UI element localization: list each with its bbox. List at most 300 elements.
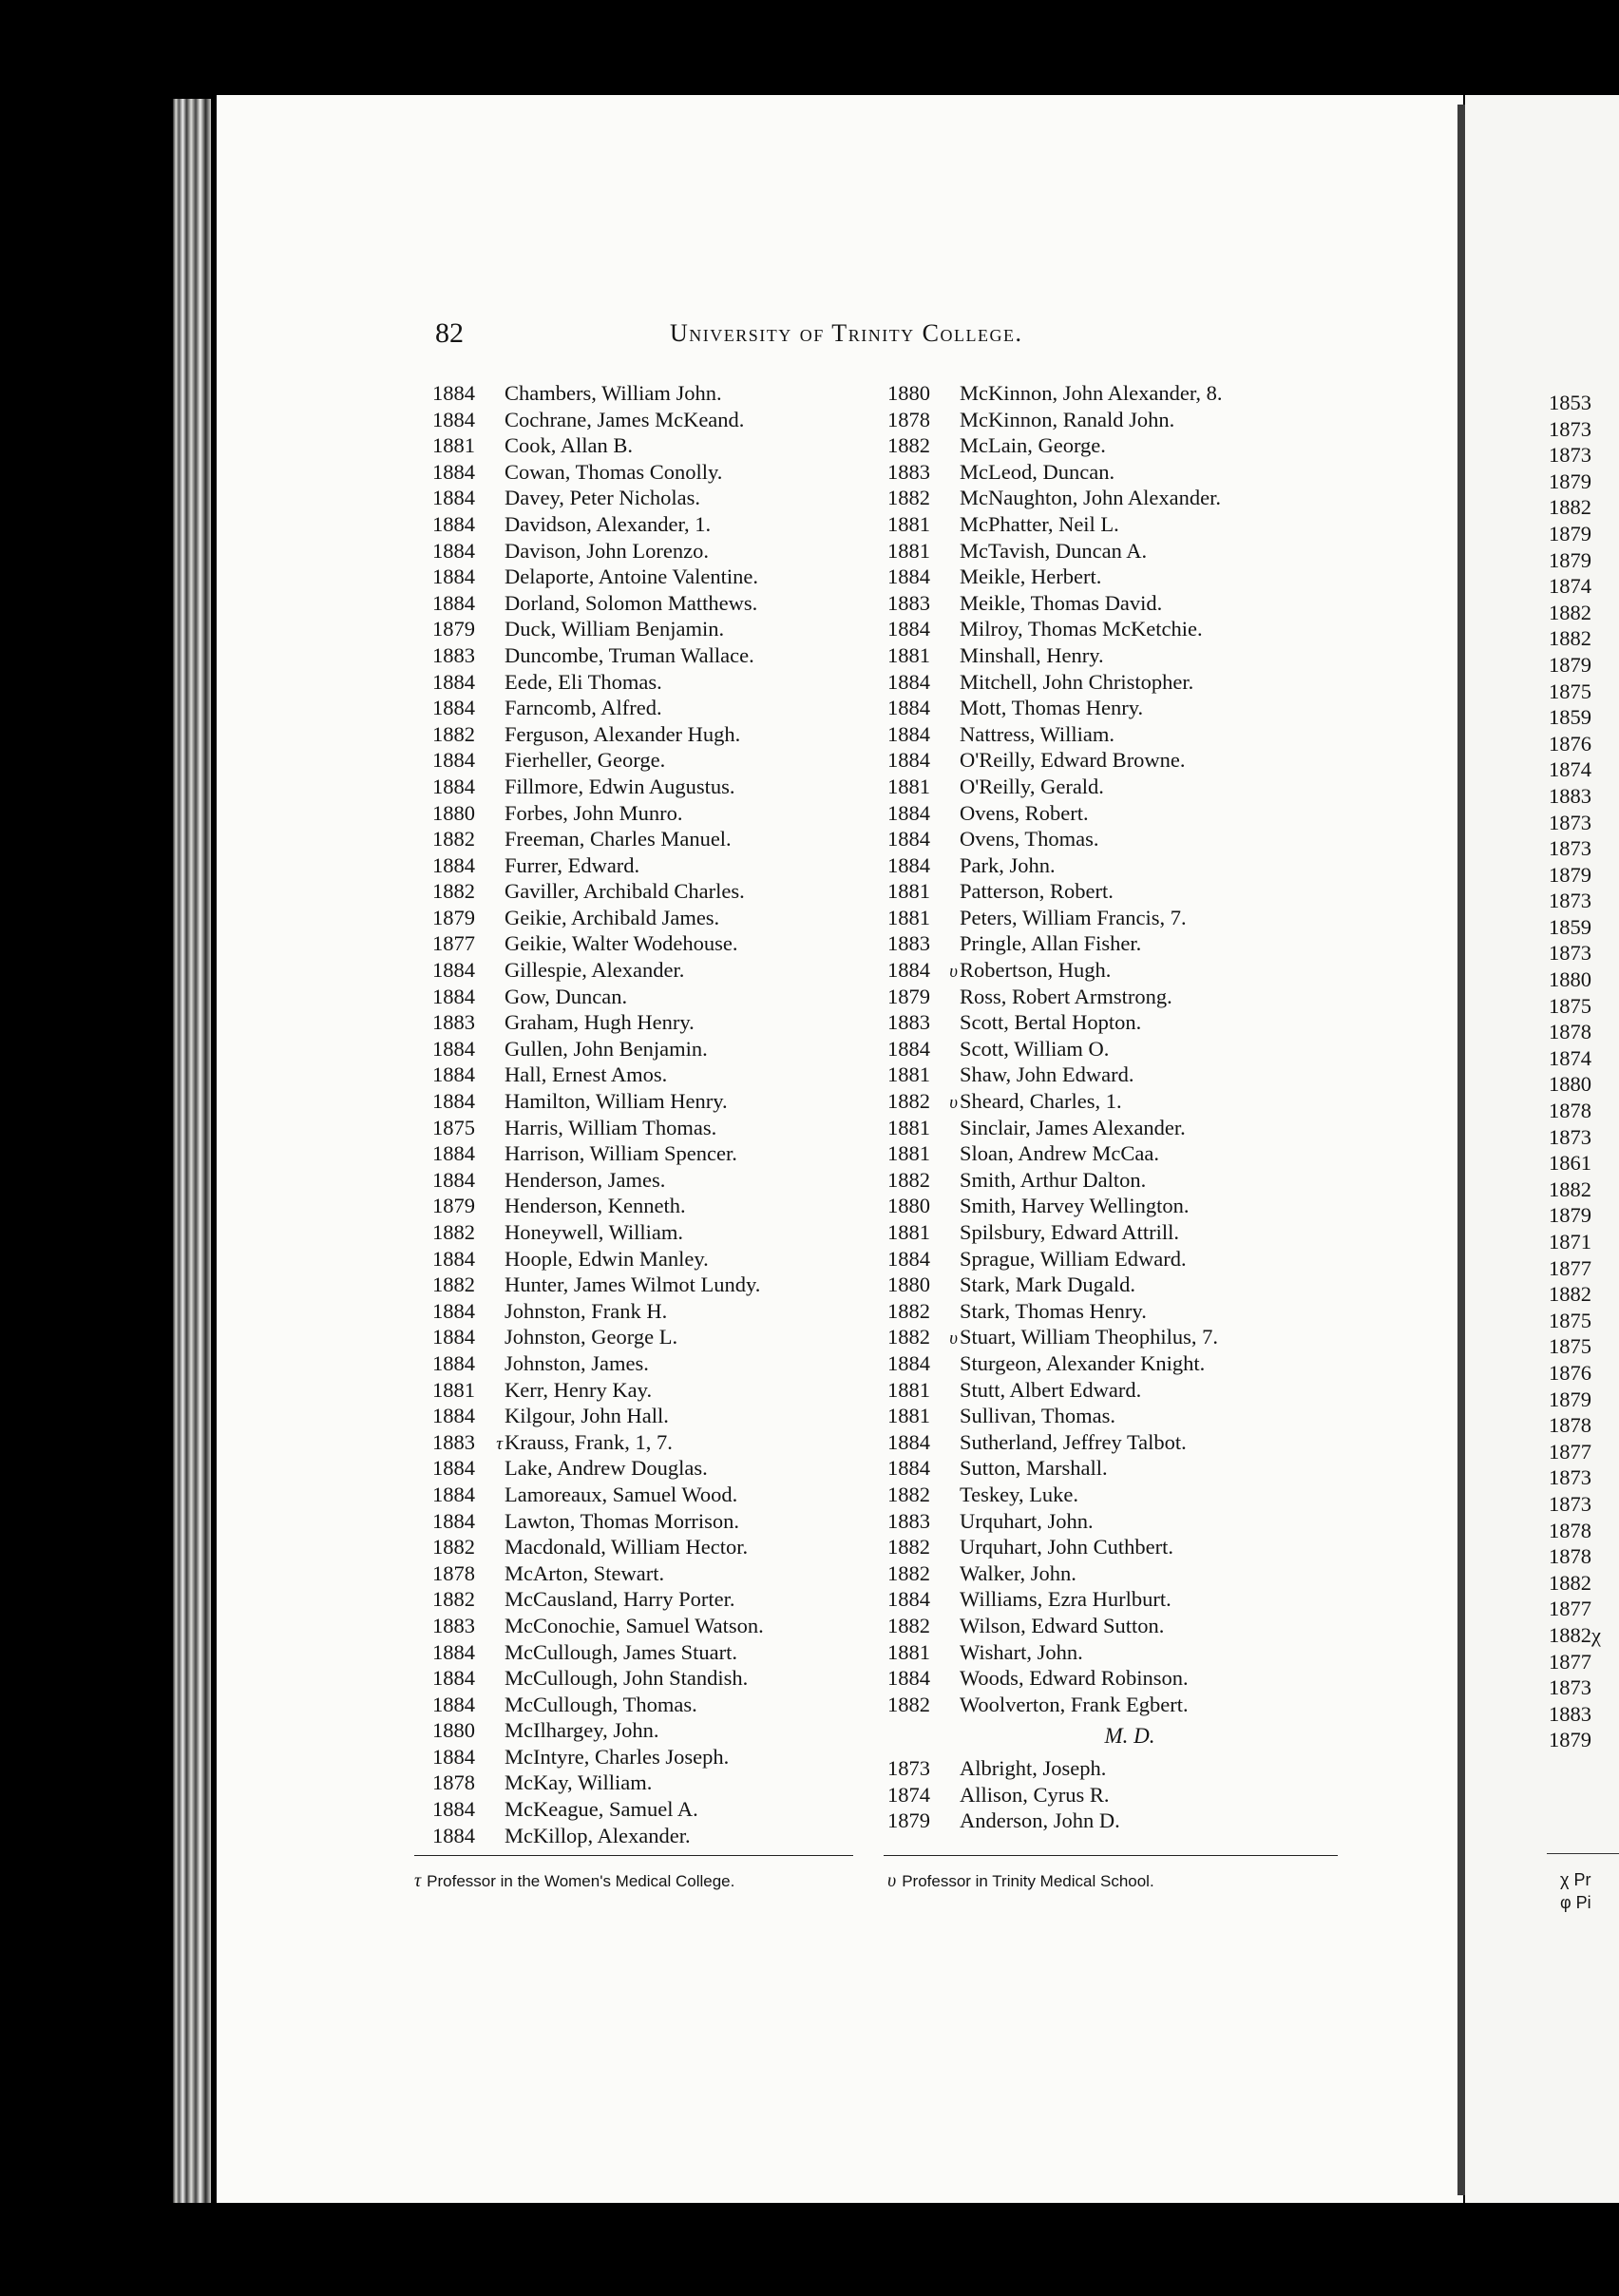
facing-page-year: 1882 <box>1549 626 1591 651</box>
facing-page-year: 1853 <box>1549 391 1591 414</box>
facing-page-fragment <box>1465 95 1619 2203</box>
facing-page-year: 1859 <box>1549 914 1591 939</box>
entry-year: 1884 <box>887 1587 930 1612</box>
entry-year: 1884 <box>432 1508 475 1533</box>
entry-name: Duncombe, Truman Wallace. <box>505 642 754 667</box>
entry-name: Dorland, Solomon Matthews. <box>505 590 758 615</box>
list-item <box>887 852 1334 879</box>
list-item <box>887 1403 1334 1429</box>
list-item <box>432 1796 879 1823</box>
entry-year: 1882 <box>887 1613 930 1637</box>
entry-year: 1881 <box>432 433 475 458</box>
facing-page-year: 1878 <box>1549 1518 1591 1542</box>
entry-name: McTavish, Duncan A. <box>960 538 1148 563</box>
entry-name: Delaporte, Antoine Valentine. <box>505 564 759 589</box>
entry-name: Johnston, George L. <box>505 1325 678 1349</box>
entry-name: Kerr, Henry Kay. <box>505 1377 653 1402</box>
entry-year: 1881 <box>887 1115 930 1139</box>
entry-year: 1882 <box>887 1089 930 1114</box>
facing-page-year: 1879 <box>1549 652 1591 677</box>
footnote-text: Professor in the Women's Medical College. <box>427 1872 735 1890</box>
entry-name: Albright, Joseph. <box>960 1756 1107 1781</box>
entry-year: 1878 <box>432 1770 475 1795</box>
list-item <box>432 1140 879 1167</box>
list-item <box>432 1062 879 1088</box>
list-item <box>432 1167 879 1194</box>
entry-year: 1877 <box>432 931 475 956</box>
entry-year: 1884 <box>887 748 930 773</box>
entry-year: 1882 <box>432 1587 475 1612</box>
list-item <box>432 1298 879 1325</box>
entry-name: Anderson, John D. <box>960 1808 1120 1833</box>
list-item <box>432 407 879 433</box>
entry-name: Freeman, Charles Manuel. <box>505 827 732 851</box>
entry-name: Mott, Thomas Henry. <box>960 696 1144 720</box>
entry-name: Sturgeon, Alexander Knight. <box>960 1350 1206 1375</box>
entry-name: Lamoreaux, Samuel Wood. <box>505 1482 738 1506</box>
list-item <box>432 538 879 564</box>
list-item <box>432 485 879 511</box>
entry-year: 1883 <box>432 642 475 667</box>
list-item <box>887 774 1334 800</box>
list-item <box>887 459 1334 486</box>
facing-page-year: 1877 <box>1549 1649 1591 1674</box>
list-item <box>887 957 1334 984</box>
entry-name: Woolverton, Frank Egbert. <box>960 1692 1189 1716</box>
entry-year: 1884 <box>432 1325 475 1349</box>
footnote-symbol: υ <box>887 1870 897 1891</box>
list-item <box>887 1482 1334 1508</box>
entry-year: 1882 <box>432 879 475 904</box>
entry-name: Shaw, John Edward. <box>960 1062 1134 1087</box>
facing-page-year: 1883 <box>1549 1701 1591 1726</box>
entry-name: Milroy, Thomas McKetchie. <box>960 617 1203 641</box>
list-item <box>887 878 1334 905</box>
entry-name: Gow, Duncan. <box>505 984 628 1008</box>
list-item <box>432 1508 879 1535</box>
facing-page-year: 1877 <box>1549 1439 1591 1464</box>
list-item <box>432 669 879 696</box>
list-item <box>887 432 1334 459</box>
list-item <box>432 957 879 984</box>
entry-name: Furrer, Edward. <box>505 852 640 877</box>
facing-page-year: 1879 <box>1549 521 1591 545</box>
list-item <box>887 1808 1334 1834</box>
list-item <box>887 695 1334 721</box>
entry-year: 1882 <box>887 1298 930 1323</box>
entry-name: Cook, Allan B. <box>505 433 634 458</box>
list-item <box>887 1246 1334 1272</box>
entry-name: McKinnon, Ranald John. <box>960 407 1175 431</box>
entry-year: 1882 <box>887 1560 930 1585</box>
list-item <box>432 590 879 617</box>
entry-name: Eede, Eli Thomas. <box>505 669 662 694</box>
facing-page-year: 1873 <box>1549 836 1591 861</box>
list-item <box>887 1755 1334 1782</box>
entry-name: Scott, Bertal Hopton. <box>960 1010 1142 1035</box>
list-item <box>432 616 879 642</box>
entry-mark: υ <box>949 962 958 983</box>
facing-page-year: 1880 <box>1549 967 1591 992</box>
list-item <box>432 1744 879 1770</box>
list-item <box>432 826 879 852</box>
list-item <box>432 1455 879 1482</box>
entry-name: Fillmore, Edwin Augustus. <box>505 774 735 798</box>
facing-page-footnote-2: φ Pi <box>1560 1893 1591 1912</box>
entry-name: Minshall, Henry. <box>960 642 1104 667</box>
list-item <box>432 1823 879 1849</box>
facing-page-year: 1879 <box>1549 1728 1591 1752</box>
entry-name: Cochrane, James McKeand. <box>505 407 745 431</box>
entry-name: Ovens, Robert. <box>960 800 1089 825</box>
entry-year: 1881 <box>887 1220 930 1244</box>
entry-year: 1884 <box>432 1797 475 1822</box>
entry-name: Davey, Peter Nicholas. <box>505 486 700 510</box>
entry-name: Harrison, William Spencer. <box>505 1141 737 1166</box>
footnote-trinity-medical-school <box>887 1870 1154 1892</box>
list-item <box>432 1009 879 1036</box>
facing-page-year: 1877 <box>1549 1255 1591 1280</box>
facing-page-year: 1878 <box>1549 1413 1591 1438</box>
entry-year: 1884 <box>887 827 930 851</box>
facing-page-year: 1873 <box>1549 1465 1591 1490</box>
entry-year: 1882 <box>432 1272 475 1297</box>
entry-year: 1884 <box>432 852 475 877</box>
list-item <box>887 1009 1334 1036</box>
entry-name: Sloan, Andrew McCaa. <box>960 1141 1159 1166</box>
list-item <box>887 1062 1334 1088</box>
list-item <box>432 1560 879 1587</box>
facing-page-year: 1875 <box>1549 1334 1591 1359</box>
entry-year: 1882 <box>887 433 930 458</box>
entry-year: 1884 <box>887 1429 930 1454</box>
list-item <box>432 1403 879 1429</box>
list-item <box>887 905 1334 931</box>
entry-year: 1884 <box>432 590 475 615</box>
list-item <box>887 669 1334 696</box>
list-item <box>432 721 879 748</box>
list-item <box>887 380 1334 407</box>
entry-year: 1880 <box>432 800 475 825</box>
entry-name: Hall, Ernest Amos. <box>505 1062 668 1087</box>
list-item <box>432 1717 879 1744</box>
entry-name: McCullough, James Stuart. <box>505 1639 737 1664</box>
list-item <box>887 1639 1334 1666</box>
footnote-symbol: τ <box>414 1870 422 1891</box>
entry-year: 1879 <box>887 984 930 1008</box>
entry-name: Chambers, William John. <box>505 381 722 405</box>
entry-year: 1882 <box>887 486 930 510</box>
entry-year: 1884 <box>887 1036 930 1061</box>
entry-year: 1873 <box>887 1756 930 1781</box>
entry-year: 1884 <box>432 1246 475 1271</box>
entry-name: Lake, Andrew Douglas. <box>505 1456 708 1481</box>
entry-year: 1884 <box>887 1246 930 1271</box>
running-title: University of Trinity College. <box>670 319 1023 347</box>
left-footnote-rule <box>414 1855 853 1856</box>
entry-year: 1884 <box>432 407 475 431</box>
entry-name: Ovens, Thomas. <box>960 827 1099 851</box>
entry-mark: υ <box>949 1329 958 1349</box>
entry-name: Walker, John. <box>960 1560 1076 1585</box>
entry-name: McKinnon, John Alexander, 8. <box>960 381 1223 405</box>
entry-year: 1884 <box>887 800 930 825</box>
list-item <box>432 852 879 879</box>
entry-name: Smith, Harvey Wellington. <box>960 1194 1190 1218</box>
entry-year: 1884 <box>432 381 475 405</box>
list-item <box>432 1586 879 1613</box>
facing-page-year: 1882 <box>1549 495 1591 520</box>
list-item <box>887 1115 1334 1141</box>
entry-name: Geikie, Walter Wodehouse. <box>505 931 738 956</box>
entry-name: O'Reilly, Edward Browne. <box>960 748 1186 773</box>
list-item <box>432 1193 879 1219</box>
list-item <box>887 984 1334 1010</box>
entry-year: 1882 <box>887 1325 930 1349</box>
list-item <box>887 590 1334 617</box>
list-item <box>887 407 1334 433</box>
facing-page-year-list <box>1465 390 1601 1753</box>
entry-name: Scott, William O. <box>960 1036 1110 1061</box>
facing-page-year: 1873 <box>1549 416 1591 441</box>
entry-year: 1884 <box>432 1639 475 1664</box>
entry-name: Williams, Ezra Hurlburt. <box>960 1587 1171 1612</box>
facing-page-year: 1875 <box>1549 679 1591 703</box>
entry-year: 1878 <box>432 1560 475 1585</box>
entry-year: 1883 <box>432 1010 475 1035</box>
list-item <box>432 878 879 905</box>
list-item <box>887 1534 1334 1560</box>
list-item <box>432 459 879 486</box>
facing-page-year: 1873 <box>1549 443 1591 468</box>
entry-year: 1884 <box>887 696 930 720</box>
list-item <box>432 1770 879 1796</box>
facing-page-year: 1878 <box>1549 1020 1591 1044</box>
entry-name: Hunter, James Wilmot Lundy. <box>505 1272 761 1297</box>
list-item <box>887 1167 1334 1194</box>
list-item <box>887 564 1334 590</box>
facing-page-year: 1879 <box>1549 1203 1591 1228</box>
facing-page-year: 1873 <box>1549 1124 1591 1149</box>
facing-page-year: 1874 <box>1549 757 1591 782</box>
entry-name: Urquhart, John. <box>960 1508 1094 1533</box>
list-item <box>887 616 1334 642</box>
book-binding-edge <box>173 99 211 2203</box>
entry-year: 1882 <box>887 1167 930 1192</box>
entry-year: 1879 <box>432 905 475 929</box>
entry-name: McKeague, Samuel A. <box>505 1797 698 1822</box>
entry-name: McNaughton, John Alexander. <box>960 486 1221 510</box>
entry-year: 1881 <box>887 879 930 904</box>
list-item <box>432 380 879 407</box>
entry-name: Peters, William Francis, 7. <box>960 905 1187 929</box>
entry-name: Kilgour, John Hall. <box>505 1404 669 1428</box>
entry-year: 1881 <box>887 538 930 563</box>
entry-year: 1883 <box>887 931 930 956</box>
entry-name: Hoople, Edwin Manley. <box>505 1246 709 1271</box>
entry-name: McCullough, Thomas. <box>505 1692 697 1716</box>
entry-year: 1880 <box>887 381 930 405</box>
list-item <box>432 1665 879 1692</box>
entry-mark: υ <box>949 1093 958 1114</box>
entry-name: Wilson, Edward Sutton. <box>960 1613 1165 1637</box>
entry-name: McIntyre, Charles Joseph. <box>505 1744 730 1769</box>
entry-name: McConochie, Samuel Watson. <box>505 1613 764 1637</box>
entry-name: McLain, George. <box>960 433 1106 458</box>
entry-name: Ross, Robert Armstrong. <box>960 984 1172 1008</box>
entry-year: 1884 <box>432 748 475 773</box>
entry-year: 1883 <box>887 1010 930 1035</box>
entry-year: 1882 <box>887 1692 930 1716</box>
list-item <box>887 1324 1334 1350</box>
entry-name: Henderson, Kenneth. <box>505 1194 686 1218</box>
facing-page-year: 1882 <box>1549 1570 1591 1595</box>
entry-name: Cowan, Thomas Conolly. <box>505 459 723 484</box>
entry-year: 1884 <box>432 1404 475 1428</box>
list-item <box>887 1692 1334 1718</box>
entry-year: 1879 <box>887 1808 930 1833</box>
entry-year: 1882 <box>887 1482 930 1506</box>
entry-year: 1881 <box>887 1377 930 1402</box>
list-item <box>887 485 1334 511</box>
entry-year: 1884 <box>887 721 930 746</box>
entry-year: 1884 <box>432 1692 475 1716</box>
entry-year: 1884 <box>432 1036 475 1061</box>
entry-year: 1883 <box>432 1613 475 1637</box>
entry-name: McPhatter, Neil L. <box>960 511 1119 536</box>
right-footnote-rule <box>884 1855 1338 1856</box>
entry-name: McKay, William. <box>505 1770 653 1795</box>
list-item <box>432 905 879 931</box>
entry-year: 1883 <box>432 1429 475 1454</box>
page-header <box>0 317 1619 355</box>
list-item <box>432 1324 879 1350</box>
facing-page-year: 1873 <box>1549 889 1591 913</box>
entry-name: Farncomb, Alfred. <box>505 696 662 720</box>
entry-name: Honeywell, William. <box>505 1220 684 1244</box>
list-item <box>887 800 1334 827</box>
facing-page-year: 1879 <box>1549 547 1591 572</box>
facing-page-year: 1873 <box>1549 810 1591 834</box>
entry-name: McCullough, John Standish. <box>505 1666 749 1691</box>
footnote-text: Professor in Trinity Medical School. <box>902 1872 1154 1890</box>
entry-year: 1884 <box>432 1350 475 1375</box>
entry-name: Davison, John Lorenzo. <box>505 538 709 563</box>
entry-name: Gillespie, Alexander. <box>505 958 685 983</box>
list-item <box>887 1350 1334 1377</box>
footnote-womens-medical-college <box>414 1870 734 1892</box>
entry-year: 1884 <box>887 617 930 641</box>
facing-page-footnote-rule <box>1547 1853 1619 1854</box>
entry-year: 1881 <box>432 1377 475 1402</box>
entry-year: 1884 <box>432 1823 475 1847</box>
entry-year: 1884 <box>887 669 930 694</box>
entry-name: Lawton, Thomas Morrison. <box>505 1508 740 1533</box>
entry-year: 1884 <box>432 696 475 720</box>
entry-year: 1879 <box>432 1194 475 1218</box>
entry-name: Nattress, William. <box>960 721 1115 746</box>
entry-year: 1884 <box>432 1167 475 1192</box>
entry-year: 1878 <box>887 407 930 431</box>
entry-name: Meikle, Herbert. <box>960 564 1102 589</box>
list-item <box>432 642 879 669</box>
entry-name: Gaviller, Archibald Charles. <box>505 879 745 904</box>
entry-year: 1881 <box>887 774 930 798</box>
list-item <box>887 511 1334 538</box>
entry-name: McLeod, Duncan. <box>960 459 1115 484</box>
entry-name: Pringle, Allan Fisher. <box>960 931 1142 956</box>
entry-name: Geikie, Archibald James. <box>505 905 720 929</box>
facing-page-year: 1871 <box>1549 1230 1591 1253</box>
facing-page-year: 1882 <box>1549 1282 1591 1307</box>
list-item <box>432 930 879 957</box>
list-item <box>432 1692 879 1718</box>
entry-name: Gullen, John Benjamin. <box>505 1036 708 1061</box>
entry-name: Sutherland, Jeffrey Talbot. <box>960 1429 1187 1454</box>
entry-year: 1884 <box>432 486 475 510</box>
list-item <box>432 1115 879 1141</box>
list-item <box>887 826 1334 852</box>
entry-name: Graham, Hugh Henry. <box>505 1010 695 1035</box>
list-item <box>887 930 1334 957</box>
list-item <box>887 1377 1334 1404</box>
list-item <box>887 1193 1334 1219</box>
list-item <box>432 1219 879 1246</box>
entry-year: 1881 <box>887 511 930 536</box>
facing-page-year: 1880 <box>1549 1072 1591 1097</box>
list-item <box>432 1350 879 1377</box>
entry-name: Woods, Edward Robinson. <box>960 1666 1189 1691</box>
entry-year: 1884 <box>432 1141 475 1166</box>
entry-year: 1884 <box>432 1298 475 1323</box>
list-item <box>887 1429 1334 1456</box>
entry-year: 1884 <box>432 774 475 798</box>
list-item <box>887 1455 1334 1482</box>
entry-name: Urquhart, John Cuthbert. <box>960 1535 1173 1559</box>
entry-year: 1884 <box>887 852 930 877</box>
book-gutter <box>1457 105 1465 2195</box>
entry-year: 1881 <box>887 642 930 667</box>
list-item <box>432 984 879 1010</box>
entry-year: 1881 <box>887 1639 930 1664</box>
list-item <box>432 564 879 590</box>
right-name-column <box>887 380 1334 1834</box>
list-item <box>887 1508 1334 1535</box>
entry-year: 1884 <box>887 564 930 589</box>
facing-page-year: 1873 <box>1549 1675 1591 1700</box>
entry-year: 1884 <box>432 1744 475 1769</box>
entry-year: 1880 <box>432 1718 475 1743</box>
entry-year: 1884 <box>887 958 930 983</box>
entry-name: Allison, Cyrus R. <box>960 1782 1110 1807</box>
list-item <box>432 1613 879 1639</box>
page-number: 82 <box>435 317 464 349</box>
entry-year: 1884 <box>432 538 475 563</box>
entry-year: 1884 <box>887 1456 930 1481</box>
entry-year: 1880 <box>887 1272 930 1297</box>
section-heading-md: M. D. <box>1104 1724 1155 1749</box>
entry-year: 1881 <box>887 905 930 929</box>
facing-page-year: 1879 <box>1549 862 1591 887</box>
list-item <box>432 1534 879 1560</box>
facing-page-year: 1875 <box>1549 1308 1591 1332</box>
facing-page-year: 1874 <box>1549 574 1591 599</box>
facing-page-year: 1875 <box>1549 993 1591 1018</box>
entry-name: Robertson, Hugh. <box>960 958 1112 983</box>
facing-page-year: 1873 <box>1549 941 1591 966</box>
list-item <box>432 432 879 459</box>
list-item <box>887 1140 1334 1167</box>
